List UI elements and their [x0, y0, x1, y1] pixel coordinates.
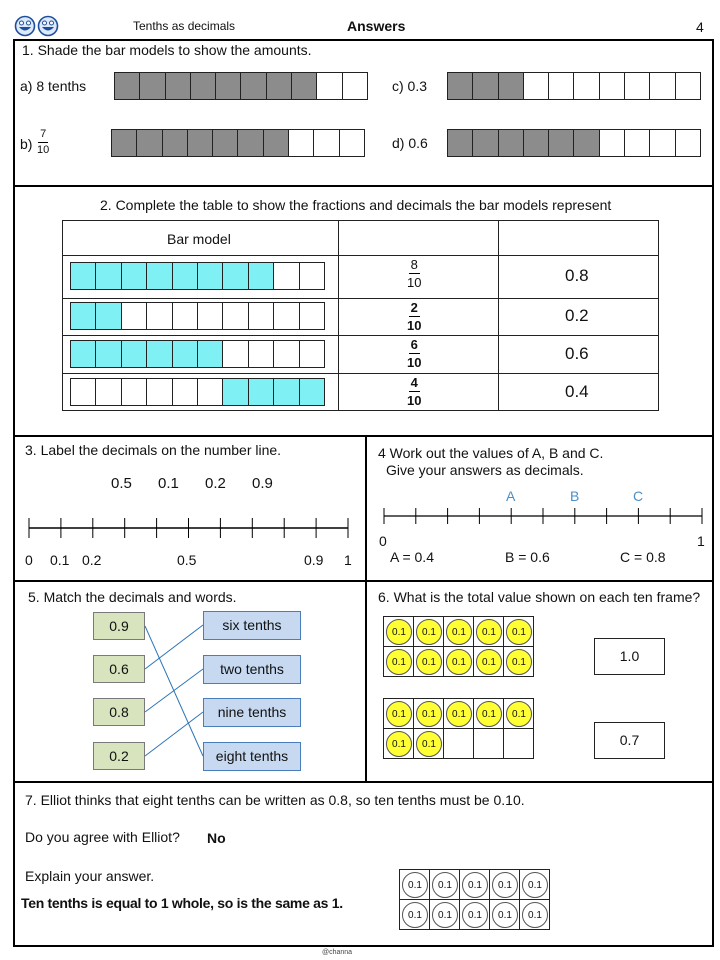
- fraction-denominator: 10: [37, 144, 50, 156]
- counter-coin: 0.1: [402, 902, 428, 928]
- counter-coin: 0.1: [522, 872, 548, 898]
- counter-coin: 0.1: [416, 649, 442, 675]
- ten-frame-1: [383, 616, 536, 678]
- footer-credit: @channa: [322, 949, 353, 956]
- q1-b-label: b): [20, 136, 33, 152]
- counter-coin: 0.1: [462, 902, 488, 928]
- counter-coin: 0.1: [402, 872, 428, 898]
- ten-frame-cell: [473, 728, 504, 759]
- counter-coin: 0.1: [416, 731, 442, 757]
- answers-label: Answers: [347, 18, 406, 34]
- given-decimal: 0.1: [158, 475, 179, 492]
- agree-question: Do you agree with Elliot?: [25, 829, 180, 845]
- fraction-numerator: 7: [38, 129, 48, 143]
- fraction-numerator: 2: [410, 300, 418, 315]
- word-box[interactable]: six tenths: [203, 611, 301, 640]
- counter-coin: 0.1: [522, 902, 548, 928]
- word-box[interactable]: nine tenths: [203, 698, 301, 727]
- number-line-start: 0: [379, 533, 387, 549]
- number-line-label: 1: [344, 552, 352, 568]
- decimal-box[interactable]: 0.9: [93, 612, 145, 640]
- marker-b: B: [570, 488, 580, 504]
- answer-a: A = 0.4: [390, 549, 434, 565]
- counter-coin: 0.1: [476, 619, 502, 645]
- q5-prompt: 5. Match the decimals and words.: [28, 589, 237, 605]
- explain-prompt: Explain your answer.: [25, 868, 155, 884]
- fraction-denominator: 10: [407, 275, 422, 290]
- decimal-box[interactable]: 0.2: [93, 742, 145, 770]
- q1-d-label: d) 0.6: [392, 135, 428, 151]
- q3-prompt: 3. Label the decimals on the number line.: [25, 442, 282, 458]
- decimal-box[interactable]: 0.8: [93, 698, 145, 726]
- decimal-box[interactable]: 0.6: [93, 655, 145, 683]
- fraction-numerator: 4: [410, 375, 418, 390]
- counter-coin: 0.1: [386, 701, 412, 727]
- match-line: [145, 625, 203, 669]
- given-decimal: 0.5: [111, 475, 132, 492]
- counter-coin: 0.1: [462, 872, 488, 898]
- number-line-label: 0: [25, 552, 33, 568]
- counter-coin: 0.1: [416, 701, 442, 727]
- table-header-bar-model: Bar model: [167, 231, 231, 247]
- number-line-label: 0.5: [177, 552, 197, 568]
- fraction-denominator: 10: [407, 355, 422, 370]
- counter-coin: 0.1: [506, 649, 532, 675]
- counter-coin: 0.1: [386, 649, 412, 675]
- ten-frame-1-answer: 1.0: [594, 638, 665, 675]
- agree-answer: No: [207, 830, 226, 846]
- marker-a: A: [506, 488, 516, 504]
- q1-c-label: c) 0.3: [392, 78, 428, 94]
- explain-answer: Ten tenths is equal to 1 whole, so is the same as 1.: [21, 895, 343, 911]
- match-line: [145, 712, 203, 756]
- q4-prompt-line2: Give your answers as decimals.: [386, 462, 584, 478]
- answer-c: C = 0.8: [620, 549, 666, 565]
- ten-frame-cell: [443, 728, 474, 759]
- counter-coin: 0.1: [432, 902, 458, 928]
- ten-frame-2-answer: 0.7: [594, 722, 665, 759]
- counter-coin: 0.1: [446, 701, 472, 727]
- fraction-numerator: 6: [410, 337, 418, 352]
- q6-prompt: 6. What is the total value shown on each ten frame?: [378, 589, 701, 605]
- worksheet-title: Tenths as decimals: [133, 19, 236, 33]
- counter-coin: 0.1: [416, 619, 442, 645]
- counter-coin: 0.1: [386, 731, 412, 757]
- counter-coin: 0.1: [386, 619, 412, 645]
- q7-prompt: 7. Elliot thinks that eight tenths can be written as 0.8, so ten tenths must be 0.10.: [25, 792, 525, 808]
- q1-a-label: a) 8 tenths: [20, 78, 87, 94]
- ten-frame-cell: [503, 728, 534, 759]
- answer-b: B = 0.6: [505, 549, 550, 565]
- given-decimal: 0.9: [252, 475, 273, 492]
- word-box[interactable]: eight tenths: [203, 742, 301, 771]
- page-number: 4: [696, 19, 704, 35]
- fraction-denominator: 10: [407, 393, 422, 408]
- match-line: [145, 669, 203, 712]
- marker-c: C: [633, 488, 644, 504]
- number-line-label: 0.9: [304, 552, 324, 568]
- q4-prompt-line1: 4 Work out the values of A, B and C.: [378, 445, 604, 461]
- number-line-label: 0.2: [82, 552, 102, 568]
- number-line-label: 0.1: [50, 552, 70, 568]
- table-decimal: 0.2: [565, 306, 589, 325]
- counter-coin: 0.1: [492, 902, 518, 928]
- number-line-end: 1: [697, 533, 705, 549]
- counter-coin: 0.1: [506, 701, 532, 727]
- q2-prompt: 2. Complete the table to show the fractions and decimals the bar models represent: [100, 197, 612, 213]
- q1-prompt: 1. Shade the bar models to show the amounts.: [22, 42, 312, 58]
- table-decimal: 0.8: [565, 266, 589, 285]
- counter-coin: 0.1: [446, 619, 472, 645]
- given-decimal: 0.2: [205, 475, 226, 492]
- fraction-numerator: 8: [410, 257, 418, 272]
- fraction-denominator: 10: [407, 318, 422, 333]
- ten-frame-2: [383, 698, 536, 760]
- table-decimal: 0.4: [565, 382, 589, 401]
- table-decimal: 0.6: [565, 344, 589, 363]
- counter-coin: 0.1: [432, 872, 458, 898]
- ten-frame-q7: [399, 869, 552, 931]
- word-box[interactable]: two tenths: [203, 655, 301, 684]
- counter-coin: 0.1: [446, 649, 472, 675]
- counter-coin: 0.1: [476, 701, 502, 727]
- counter-coin: 0.1: [506, 619, 532, 645]
- counter-coin: 0.1: [492, 872, 518, 898]
- counter-coin: 0.1: [476, 649, 502, 675]
